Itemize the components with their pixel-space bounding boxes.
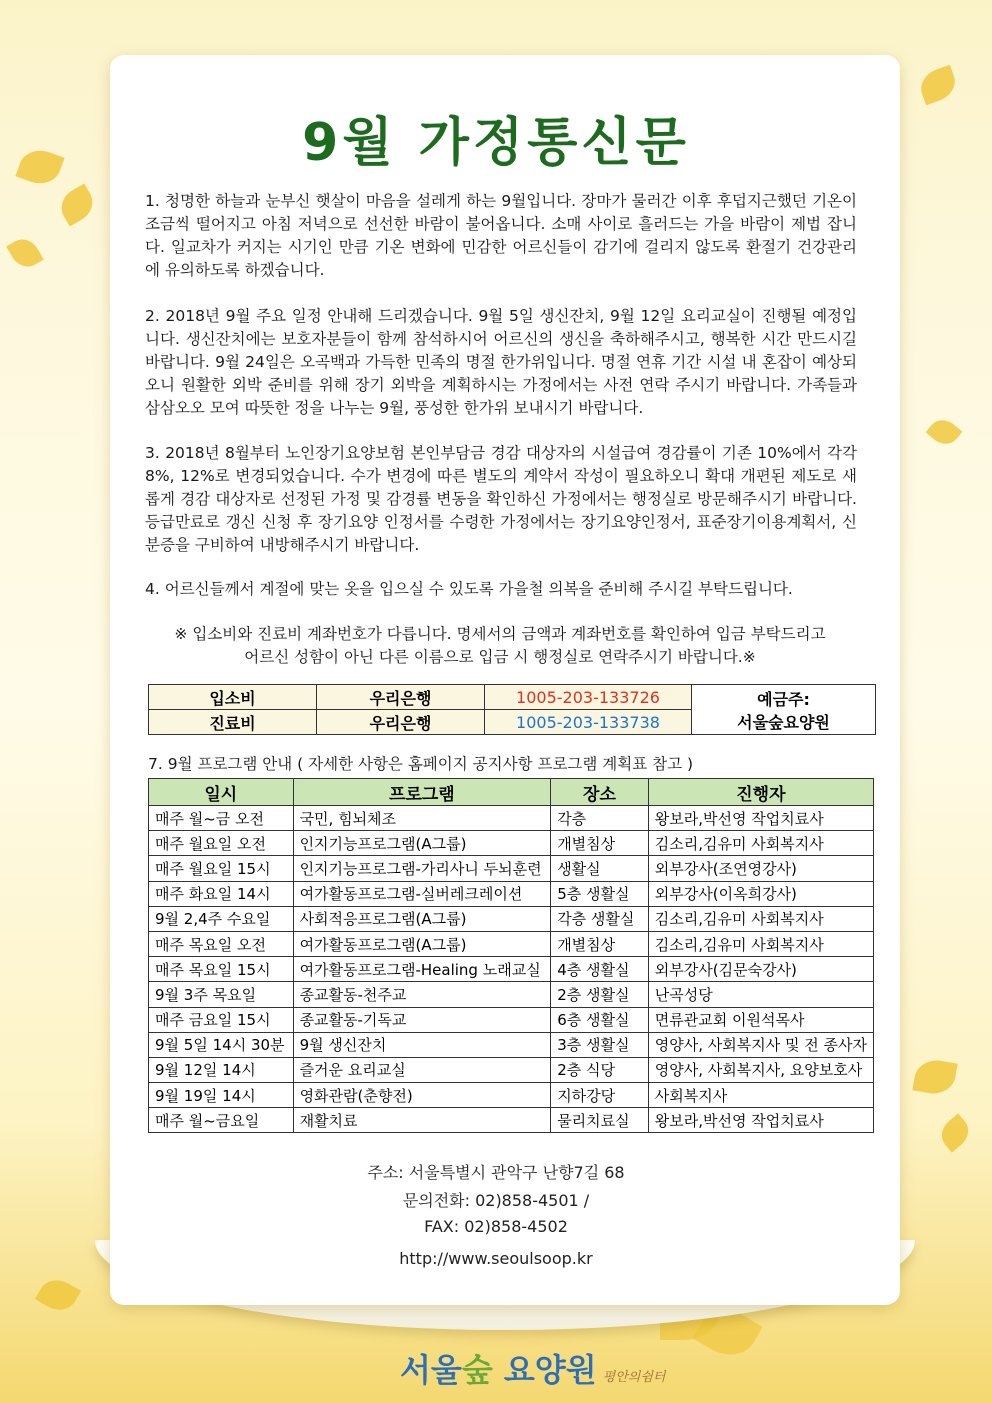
program-name: 인지기능프로그램(A그룹) [293, 831, 551, 856]
account-type: 입소비 [149, 685, 317, 710]
holder-label: 예금주: [757, 689, 810, 709]
program-host: 왕보라,박선영 작업치료사 [648, 1108, 873, 1133]
program-name: 여가활동프로그램-실버레크레이션 [293, 881, 551, 906]
program-datetime: 매주 목요일 15시 [149, 957, 294, 982]
program-host: 영양사, 사회복지사 및 전 종사자 [648, 1032, 873, 1057]
footer-address: 주소: 서울특별시 관악구 난향7길 68 [367, 1163, 625, 1182]
program-place: 4층 생활실 [551, 957, 649, 982]
header-datetime: 일시 [149, 779, 294, 806]
program-datetime: 매주 화요일 14시 [149, 881, 294, 906]
footer-fax: FAX: 02)858-4502 [424, 1217, 568, 1236]
logo-tagline: 평안의쉼터 [602, 1370, 666, 1385]
program-row [149, 1083, 874, 1108]
decor-leaf [912, 1057, 957, 1097]
program-name: 여가활동프로그램-Healing 노래교실 [293, 957, 551, 982]
logo-text-1: 서울 [400, 1351, 462, 1389]
program-datetime: 매주 목요일 오전 [149, 931, 294, 956]
program-place: 5층 생활실 [551, 881, 649, 906]
program-place: 6층 생활실 [551, 1007, 649, 1032]
account-type: 진료비 [149, 710, 317, 735]
header-place: 장소 [551, 779, 649, 806]
account-bank: 우리은행 [317, 685, 485, 710]
program-host: 왕보라,박선영 작업치료사 [648, 806, 873, 831]
paragraph-2: 2. 2018년 9월 주요 일정 안내해 드리겠습니다. 9월 5일 생신잔치, 9월 12일 요리교실이 진행될 예정입니다. 생신잔치에는 보호자분들이 함께 참석하시어 어르신의 생신을 축하해주시고, 행복한 시간 만드시길 바랍니다. 9월 24일은 오곡백과 가득한 민족의 명절 한가위입니다. 명절 연휴 기간 시설 내 혼잡이 예상되오니 원활한 외박 준비를 위해 장기 외박을 계획하시는 가정에서는 사전 연락 주시기 바랍니다. 가족들과 삼삼오오 모여 따뜻한 정을 나누는 9월, 풍성한 한가위 보내시기 바랍니다. [145, 307, 857, 417]
decor-leaf [926, 414, 963, 450]
page-title: 9월 가정통신문 [302, 113, 690, 173]
program-datetime: 매주 월~금 오전 [149, 806, 294, 831]
program-row [149, 957, 874, 982]
program-name: 국민, 힘뇌체조 [293, 806, 551, 831]
program-header-row [149, 779, 874, 806]
paragraph-1: 1. 청명한 하늘과 눈부신 햇살이 마음을 설레게 하는 9월입니다. 장마가 물러간 이후 후덥지근했던 기온이 조금씩 떨어지고 아침 저녁으로 선선한 바람이 불어옵니다. 소매 사이로 흘러드는 가을 바람이 제법 잡니다. 일교차가 커지는 시기인 만큼 기온 변화에 민감한 어르신들이 감기에 걸리지 않도록 환절기 건강관리에 유의하도록 하겠습니다. [145, 192, 857, 279]
program-name: 인지기능프로그램-가리사니 두뇌훈련 [293, 856, 551, 881]
program-section-title: 7. 9월 프로그램 안내 ( 자세한 사항은 홈페이지 공지사항 프로그램 계획표 참고 ) [148, 755, 694, 773]
logo-text-2: 숲 [461, 1351, 493, 1389]
program-row [149, 1057, 874, 1082]
program-row [149, 1108, 874, 1133]
program-name: 종교활동-기독교 [293, 1007, 551, 1032]
program-host: 영양사, 사회복지사, 요양보호사 [648, 1057, 873, 1082]
program-place: 개별침상 [551, 831, 649, 856]
notice-line-1: ※ 입소비와 진료비 계좌번호가 다릅니다. 명세서의 금액과 계좌번호를 확인하여 입금 부탁드리고 [174, 625, 826, 643]
account-row [149, 685, 876, 710]
program-place: 개별침상 [551, 931, 649, 956]
logo-text-3: 요양원 [492, 1351, 597, 1389]
account-bank: 우리은행 [317, 710, 485, 735]
account-table [148, 684, 876, 735]
program-place: 각층 [551, 806, 649, 831]
program-datetime: 매주 월요일 15시 [149, 856, 294, 881]
program-datetime: 9월 2,4주 수요일 [149, 906, 294, 931]
program-host: 외부강사(조연영강사) [648, 856, 873, 881]
program-name: 즐거운 요리교실 [293, 1057, 551, 1082]
program-datetime: 9월 5일 14시 30분 [149, 1032, 294, 1057]
paragraph-3: 3. 2018년 8월부터 노인장기요양보험 본인부담금 경감 대상자의 시설급여 경감률이 기존 10%에서 각각 8%, 12%로 변경되었습니다. 수가 변경에 따른 별도의 계약서 작성이 필요하오니 확대 개편된 제도로 새롭게 경감 대상자로 선정된 가정 및 감경률 변동을 확인하신 가정에서는 행정실로 방문해주시기 바랍니다. 등급만료로 갱신 신청 후 장기요양 인정서를 수령한 가정에서는 장기요양인정서, 표준장기이용계획서, 신분증을 구비하여 내방해주시기 바랍니다. [145, 444, 857, 554]
decor-leaf [35, 1273, 81, 1317]
logo [400, 1345, 665, 1391]
program-row [149, 881, 874, 906]
program-place: 2층 생활실 [551, 982, 649, 1007]
program-host: 난곡성당 [648, 982, 873, 1007]
footer-url[interactable]: http://www.seoulsoop.kr [399, 1249, 593, 1268]
header-program: 프로그램 [293, 779, 551, 806]
program-name: 재활치료 [293, 1108, 551, 1133]
program-host: 외부강사(이옥희강사) [648, 881, 873, 906]
program-place: 지하강당 [551, 1083, 649, 1108]
program-datetime: 9월 19일 14시 [149, 1083, 294, 1108]
program-host: 김소리,김유미 사회복지사 [648, 831, 873, 856]
program-datetime: 매주 월~금요일 [149, 1108, 294, 1133]
program-row [149, 906, 874, 931]
program-place: 2층 식당 [551, 1057, 649, 1082]
paragraph-4: 4. 어르신들께서 계절에 맞는 옷을 입으실 수 있도록 가을철 의복을 준비해 주시길 부탁드립니다. [145, 580, 793, 598]
program-row [149, 806, 874, 831]
program-place: 3층 생활실 [551, 1032, 649, 1057]
program-name: 사회적응프로그램(A그룹) [293, 906, 551, 931]
program-name: 종교활동-천주교 [293, 982, 551, 1007]
holder-name: 서울숲요양원 [737, 712, 830, 732]
program-name: 9월 생신잔치 [293, 1032, 551, 1057]
program-name: 여가활동프로그램(A그룹) [293, 931, 551, 956]
program-host: 외부강사(김문숙강사) [648, 957, 873, 982]
program-row [149, 1032, 874, 1057]
program-place: 각층 생활실 [551, 906, 649, 931]
decor-leaf [935, 1113, 975, 1152]
notice-line-2: 어르신 성함이 아닌 다른 이름으로 입금 시 행정실로 연락주시기 바랍니다.※ [244, 648, 756, 666]
program-name: 영화관람(춘향전) [293, 1083, 551, 1108]
program-table [148, 778, 874, 1133]
decor-leaf [55, 184, 99, 227]
header-host: 진행자 [648, 779, 873, 806]
account-holder [692, 685, 876, 735]
program-row [149, 1007, 874, 1032]
program-row [149, 931, 874, 956]
account-number: 1005-203-133726 [485, 685, 692, 710]
program-host: 면류관교회 이원석목사 [648, 1007, 873, 1032]
program-row [149, 831, 874, 856]
decor-leaf [6, 234, 44, 273]
program-place: 물리치료실 [551, 1108, 649, 1133]
program-datetime: 매주 금요일 15시 [149, 1007, 294, 1032]
program-datetime: 9월 3주 목요일 [149, 982, 294, 1007]
footer-phone: 문의전화: 02)858-4501 / [402, 1191, 590, 1210]
program-place: 생활실 [551, 856, 649, 881]
program-host: 사회복지사 [648, 1083, 873, 1108]
program-row [149, 982, 874, 1007]
program-datetime: 9월 12일 14시 [149, 1057, 294, 1082]
program-datetime: 매주 월요일 오전 [149, 831, 294, 856]
program-row [149, 856, 874, 881]
program-host: 김소리,김유미 사회복지사 [648, 906, 873, 931]
program-host: 김소리,김유미 사회복지사 [648, 931, 873, 956]
account-number: 1005-203-133738 [485, 710, 692, 735]
